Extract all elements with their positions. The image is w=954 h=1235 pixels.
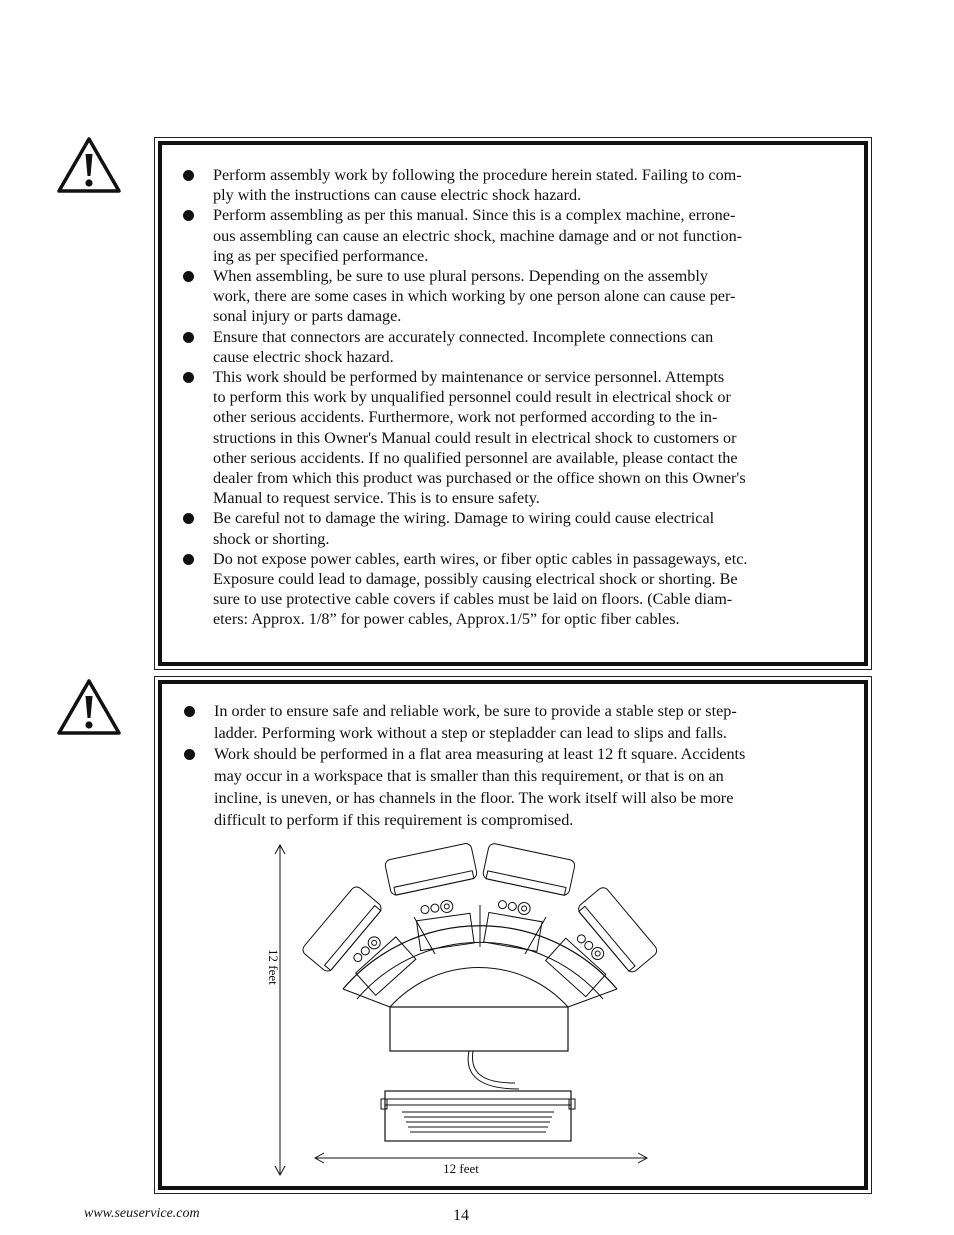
vertical-dimension-label: 12 feet bbox=[266, 949, 281, 985]
bullet-dot-icon bbox=[183, 210, 194, 221]
list-item bbox=[213, 327, 843, 367]
bullet-dot-icon bbox=[184, 706, 195, 717]
warning-triangle-icon bbox=[56, 136, 122, 194]
bullet-text: Perform assembling as per this manual. Since this is a complex machine, errone- ous assembling can cause an electric shock, machine damage and or not function- ing as per specified performance. bbox=[213, 206, 743, 265]
bullet-text: When assembling, be sure to use plural persons. Depending on the assembly work, there are some cases in which working by one person alone can cause per- sonal injury or parts damage. bbox=[213, 267, 736, 326]
list-item bbox=[213, 205, 843, 266]
workspace-layout-diagram bbox=[257, 839, 667, 1184]
list-item bbox=[213, 549, 843, 630]
warning-box-assembly bbox=[154, 137, 872, 670]
page-number: 14 bbox=[453, 1207, 469, 1224]
assembly-warnings-list bbox=[213, 165, 843, 630]
bullet-dot-icon bbox=[183, 332, 194, 343]
bullet-dot-icon bbox=[183, 372, 194, 383]
workspace-warnings-list bbox=[214, 701, 844, 831]
bullet-text: Do not expose power cables, earth wires, or fiber optic cables in passageways, etc. Exposure could lead to damage, possibly causing electrical shock or shorting. Be sure to use protective cable covers if cables must be laid on floors. (Cable diam- eters: Approx. 1/8” for power cables, Approx.1/5” for optic fiber cables. bbox=[213, 549, 748, 629]
list-item bbox=[214, 744, 844, 831]
warning-box-border bbox=[158, 141, 868, 666]
list-item bbox=[213, 165, 843, 205]
bullet-text: Be careful not to damage the wiring. Damage to wiring could cause electrical shock or shorting. bbox=[213, 509, 715, 548]
list-item bbox=[213, 367, 843, 508]
warning-box-workspace bbox=[154, 676, 872, 1194]
bullet-text: Work should be performed in a flat area measuring at least 12 ft square. Accidents may occur in a workspace that is smaller than this requirement, or that is on an incline, is uneven, or has channels in the floor. The work itself will also be more difficult to perform if this requirement is compromised. bbox=[214, 745, 746, 829]
warning-triangle-icon bbox=[56, 678, 122, 736]
bullet-text: Perform assembly work by following the procedure herein stated. Failing to com- ply with the instructions can cause electric shock hazard. bbox=[213, 166, 742, 205]
footer-website-url: www.seuservice.com bbox=[84, 1206, 200, 1221]
bullet-text: Ensure that connectors are accurately connected. Incomplete connections can cause electric shock hazard. bbox=[213, 327, 714, 366]
bullet-dot-icon bbox=[183, 170, 194, 181]
horizontal-dimension-label: 12 feet bbox=[443, 1161, 479, 1176]
bullet-dot-icon bbox=[183, 271, 194, 282]
bullet-dot-icon bbox=[184, 749, 195, 760]
bullet-dot-icon bbox=[183, 513, 194, 524]
list-item bbox=[214, 701, 844, 744]
bullet-dot-icon bbox=[183, 554, 194, 565]
bullet-text: In order to ensure safe and reliable work, be sure to provide a stable step or step- ladder. Performing work without a step or stepladder can lead to slips and falls. bbox=[214, 702, 737, 742]
list-item bbox=[213, 508, 843, 548]
bullet-text: This work should be performed by maintenance or service personnel. Attempts to perform this work by unqualified personnel could result in electrical shock or other serious accidents. Furthermore, work not performed according to the in- structions in this Owner's Manual could result in electrical shock to customers or other serious accidents. If no qualified personnel are available, please contact the dealer from which this product was purchased or the office shown on this Owner's Manual to request service. This is to ensure safety. bbox=[213, 368, 746, 508]
list-item bbox=[213, 266, 843, 327]
warning-box-border bbox=[158, 680, 868, 1190]
